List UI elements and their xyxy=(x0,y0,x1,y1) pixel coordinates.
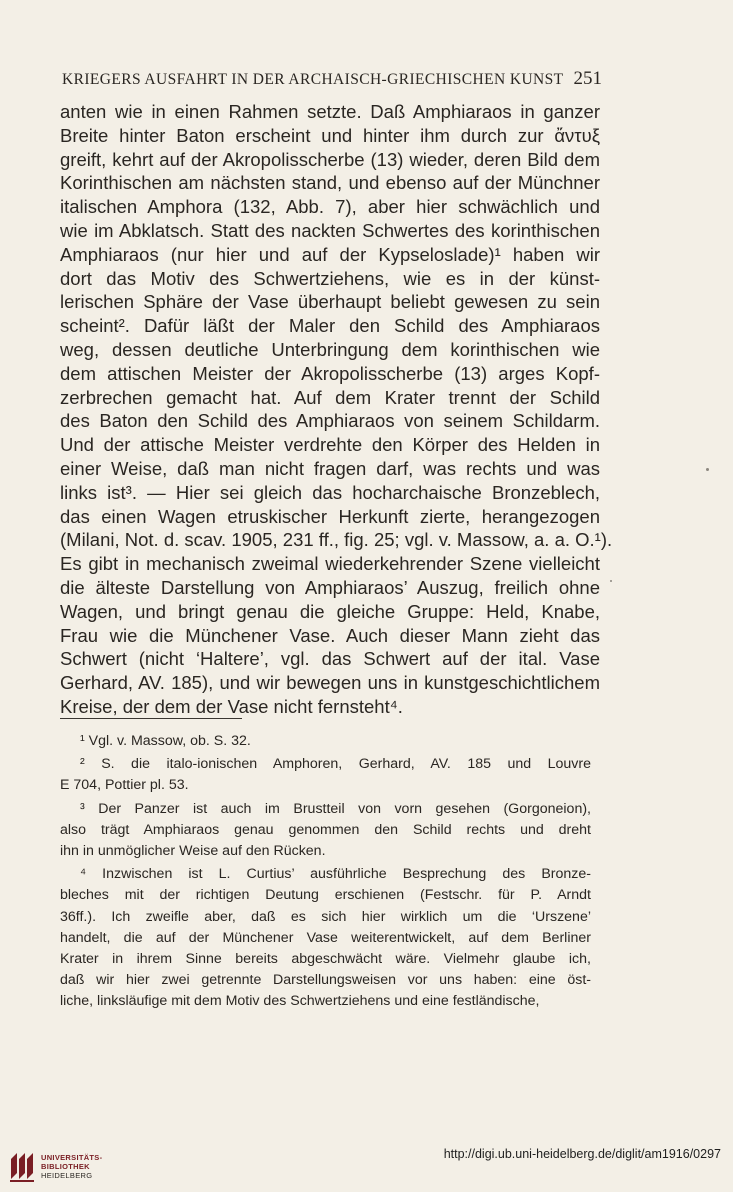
body-line: (Milani, Not. d. scav. 1905, 231 ff., fig. 25; vgl. v. Massow, a. a. O.¹). xyxy=(60,529,613,551)
running-head xyxy=(62,68,602,90)
body-line: anten wie in einen Rahmen setzte. Daß Amphiaraos in ganzer xyxy=(60,101,600,122)
scan-speck xyxy=(610,580,612,582)
library-logo-icon xyxy=(8,1149,36,1183)
body-line: einer Weise, daß man nicht fragen darf, was rechts und was xyxy=(60,457,600,479)
body-line: das einen Wagen etruskischer Herkunft zierte, herangezogen xyxy=(60,505,600,527)
body-line: wie im Abklatsch. Statt des nackten Schwertes des korinthischen xyxy=(60,219,600,241)
body-line: Amphiaraos (nur hier und auf der Kypseloslade)¹ haben wir xyxy=(60,243,600,265)
footnote xyxy=(60,754,591,796)
footnote-line: Krater in ihrem Sinne bereits abgeschwächt wäre. Vielmehr glaube ich, xyxy=(60,950,591,967)
body-line: Breite hinter Baton erscheint und hinter ihm durch zur ἄντυξ xyxy=(60,124,600,146)
body-line: links ist³. — Hier sei gleich das hocharchaische Bronzeblech, xyxy=(60,481,600,503)
body-line: Frau wie die Münchener Vase. Auch dieser Mann zieht das xyxy=(60,624,600,646)
footnote-line: ³ Der Panzer ist auch im Brustteil von vorn gesehen (Gorgoneion), xyxy=(80,800,591,817)
footnote xyxy=(60,799,591,863)
footnote-line: ¹ Vgl. v. Massow, ob. S. 32. xyxy=(80,733,251,749)
footnote-line: also trägt Amphiaraos genau genommen den Schild rechts und dreht xyxy=(60,821,591,838)
body-line: dort das Motiv des Schwertziehens, wie es in der künst- xyxy=(60,267,600,289)
source-url[interactable]: http://digi.ub.uni-heidelberg.de/diglit/am1916/0297 xyxy=(443,1147,721,1161)
body-line: des Baton den Schild des Amphiaraos von seinem Schildarm. xyxy=(60,410,600,432)
scan-speck xyxy=(706,468,709,471)
body-text xyxy=(60,100,613,719)
body-line: Es gibt in mechanisch zweimal wiederkehrender Szene vielleicht xyxy=(60,553,600,575)
footnote xyxy=(60,731,591,752)
body-line: die älteste Darstellung von Amphiaraos’ Auszug, freilich ohne xyxy=(60,576,600,598)
library-name: UNIVERSITÄTS- BIBLIOTHEK HEIDELBERG xyxy=(41,1152,103,1180)
running-title: KRIEGERS AUSFAHRT IN DER ARCHAISCH-GRIECHISCHEN KUNST xyxy=(62,71,564,88)
footnote-line: 36ff.). Ich zweifle aber, daß es sich hier wirklich um die ‘Urszene’ xyxy=(60,908,591,925)
body-line: Korinthischen am nächsten stand, und ebenso auf der Münchner xyxy=(60,172,600,194)
body-line: scheint². Dafür läßt der Maler den Schild des Amphiaraos xyxy=(60,315,600,337)
body-line: greift, kehrt auf der Akropolisscherbe (13) wieder, deren Bild dem xyxy=(60,148,600,170)
footnote-line: ihn in unmöglicher Weise auf den Rücken. xyxy=(60,842,326,859)
body-line: Kreise, der dem der Vase nicht fernsteht⁴. xyxy=(60,695,403,717)
footnote-line: bleches mit der richtigen Deutung erschienen (Festschr. für P. Arndt xyxy=(60,887,591,904)
body-line: Und der attische Meister verdrehte den Körper des Helden in xyxy=(60,434,600,456)
library-logo xyxy=(8,1148,123,1184)
body-line: italischen Amphora (132, Abb. 7), aber hier schwächlich und xyxy=(60,196,600,218)
body-line: Gerhard, AV. 185), und wir bewegen uns in kunstgeschichtlichem xyxy=(60,672,600,694)
body-line: zerbrechen gemacht hat. Auf dem Krater trennt der Schild xyxy=(60,386,600,408)
body-line: Schwert (nicht ‘Haltere’, vgl. das Schwert auf der ital. Vase xyxy=(60,648,600,670)
footnote-rule xyxy=(60,718,242,719)
footnote-line: liche, linksläufige mit dem Motiv des Schwertziehens und eine festländische, xyxy=(60,993,540,1010)
footnote-line: E 704, Pottier pl. 53. xyxy=(60,777,189,794)
footnote-line: ⁴ Inzwischen ist L. Curtius’ ausführliche Besprechung des Bronze- xyxy=(80,866,591,883)
body-line: dem attischen Meister der Akropolisscherbe (13) arges Kopf- xyxy=(60,362,600,384)
body-line: weg, dessen deutliche Unterbringung dem korinthischen wie xyxy=(60,338,600,360)
footnote-line: ² S. die italo-ionischen Amphoren, Gerhard, AV. 185 und Louvre xyxy=(80,756,591,773)
footnotes xyxy=(60,731,591,1012)
footnote-line: handelt, die auf der Münchener Vase weiterentwickelt, auf dem Berliner xyxy=(60,929,591,946)
page-number: 251 xyxy=(573,68,602,89)
body-line: lerischen Sphäre der Vase überhaupt beliebt gewesen zu sein xyxy=(60,291,600,313)
body-line: Wagen, und bringt genau die gleiche Gruppe: Held, Knabe, xyxy=(60,600,600,622)
footnote xyxy=(60,864,591,1012)
footnote-line: daß wir hier zwei getrennte Darstellungsweisen vor uns haben: eine öst- xyxy=(60,972,591,989)
